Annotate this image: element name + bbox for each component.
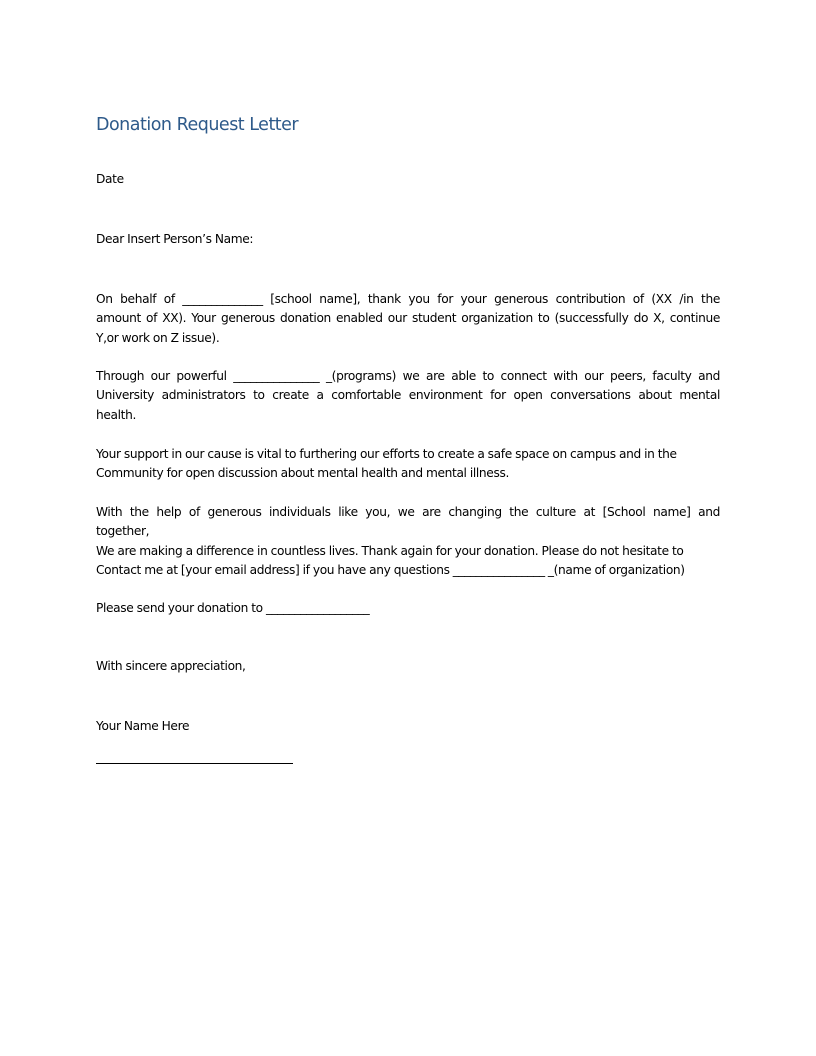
paragraph-line: Your support in our cause is vital to furthering our efforts to create a safe space on campus and in the (96, 447, 677, 461)
paragraph-line: Contact me at [your email address] if you have any questions ________________ _(name of organization) (96, 563, 685, 578)
paragraph-line: On behalf of ______________ [school name], thank you for your generous contribution of (XX /in the (96, 292, 720, 306)
paragraph-support (96, 445, 720, 484)
paragraph-line: together, (96, 524, 150, 539)
paragraph-line: We are making a difference in countless lives. Thank again for your donation. Please do not hesitate to (96, 543, 684, 558)
paragraph-programs (96, 367, 720, 425)
signature-line (96, 763, 293, 764)
paragraph-line: With the help of generous individuals like you, we are changing the culture at [School name] and (96, 505, 720, 519)
paragraph-line: amount of XX). Your generous donation enabled our student organization to (successfully do X, continue (96, 311, 720, 326)
paragraph-line: health. (96, 407, 137, 422)
paragraph-thank-you (96, 290, 720, 348)
paragraph-line: University administrators to create a comfortable environment for open conversations about mental (96, 388, 720, 403)
sender-name: Your Name Here (96, 719, 190, 733)
paragraph-line: Through our powerful _______________ _(programs) we are able to connect with our peers, faculty and (96, 369, 720, 383)
date-line: Date (96, 172, 124, 186)
paragraph-line: Y,or work on Z issue). (96, 330, 220, 345)
paragraph-line: Community for open discussion about mental health and mental illness. (96, 466, 509, 481)
letter-title: Donation Request Letter (96, 115, 299, 135)
closing-line: With sincere appreciation, (96, 659, 246, 673)
paragraph-culture (96, 503, 720, 581)
send-donation-line: Please send your donation to __________________ (96, 601, 370, 615)
salutation: Dear Insert Person’s Name: (96, 232, 254, 246)
